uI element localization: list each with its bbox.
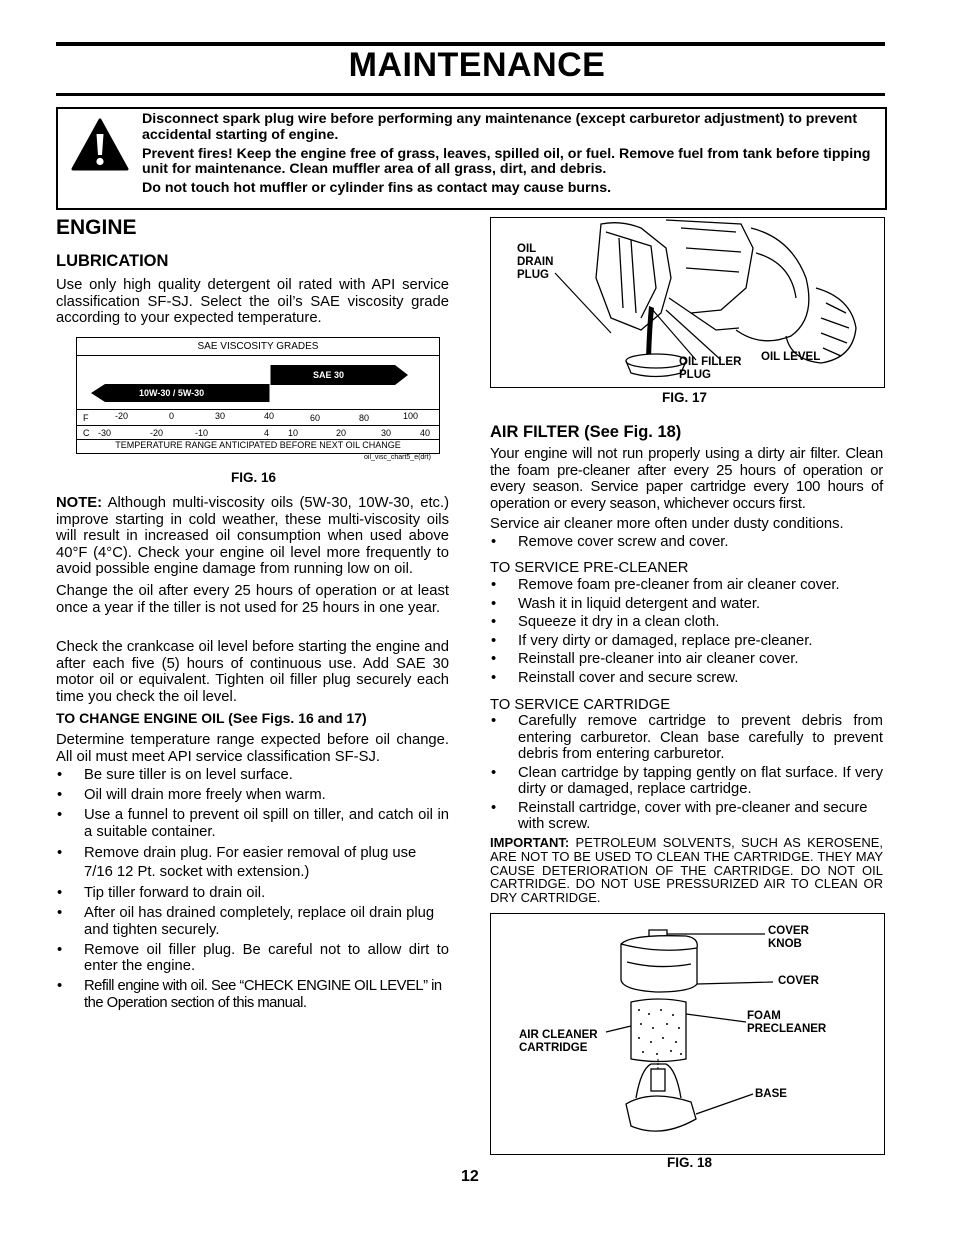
- check-oil-text: Check the crankcase oil level before starting the engine and after each five (5) hours of continuous use. Add SAE 30 motor oil or equivalent. Tighten oil filler plug securely each time you check the oil level.: [56, 639, 449, 705]
- c-tick: 20: [336, 428, 347, 438]
- list-item: • Oil will drain more freely when warm.: [56, 787, 449, 804]
- f-tick: 80: [359, 413, 370, 423]
- list-item: • If very dirty or damaged, replace pre-cleaner.: [490, 633, 883, 650]
- f-tick: 0: [169, 411, 175, 421]
- c-tick: 4: [264, 428, 270, 438]
- list-item: • Be sure tiller is on level surface.: [56, 767, 449, 784]
- f-tick: -20: [115, 411, 129, 421]
- viscosity-bars: [77, 356, 439, 411]
- important-label: IMPORTANT:: [490, 835, 570, 850]
- cartridge-steps: [490, 713, 883, 833]
- warning-line: Disconnect spark plug wire before performing any maintenance (except carburetor adjustment) to prevent accidental starting of engine.: [142, 111, 858, 143]
- label-oil-level: OIL LEVEL: [761, 351, 821, 363]
- air-filter-heading: AIR FILTER (See Fig. 18): [490, 423, 682, 441]
- warning-box: [56, 107, 887, 210]
- label-base: BASE: [755, 1088, 787, 1100]
- fig17-caption: FIG. 17: [662, 390, 708, 405]
- note-paragraph: [56, 495, 449, 578]
- f-row-label: F: [83, 413, 89, 423]
- change-oil-heading: TO CHANGE ENGINE OIL (See Figs. 16 and 17): [56, 710, 367, 726]
- f-tick: 30: [215, 411, 226, 421]
- viscosity-chart: [76, 337, 440, 454]
- page-number: 12: [461, 1168, 479, 1185]
- page-title: MAINTENANCE: [348, 46, 606, 84]
- list-item: • After oil has drained completely, replace oil drain plug and tighten securely.: [56, 905, 449, 938]
- f-tick: 40: [264, 411, 275, 421]
- warning-line: Prevent fires! Keep the engine free of grass, leaves, spilled oil, or fuel. Remove fuel from tank before tipping unit for maintenance. Clean muffler area of all grass, dirt, and debris.: [142, 145, 871, 177]
- bar-label-sae30: SAE 30: [313, 370, 345, 380]
- list-item: • Remove foam pre-cleaner from air cleaner cover.: [490, 577, 883, 594]
- c-tick: -10: [195, 428, 209, 438]
- list-item: • Remove cover screw and cover.: [490, 534, 883, 551]
- f-row-divider: [77, 409, 439, 410]
- list-item: • Reinstall cartridge, cover with pre-cleaner and secure with screw.: [490, 800, 883, 833]
- lubrication-heading: LUBRICATION: [56, 252, 169, 270]
- c-tick: -30: [98, 428, 112, 438]
- oil-pan: [626, 354, 686, 368]
- fig18-box: [490, 913, 885, 1155]
- important-text: PETROLEUM SOLVENTS, SUCH AS KEROSENE, ARE NOT TO BE USED TO CLEAN THE CARTRIDGE. THEY MAY CAUSE DETERIORATION OF THE CARTRIDGE. DO NOT OIL CARTRIDGE. DO NOT USE PRESSURIZED AIR TO CLEAN OR DRY CARTRIDGE.: [490, 835, 883, 906]
- list-item: • Carefully remove cartridge to prevent debris from entering carburetor. Clean base carefully to prevent debris from entering carburetor.: [490, 713, 883, 763]
- label-air-cleaner-cartridge: AIR CLEANER CARTRIDGE: [519, 1029, 598, 1054]
- remove-cover-list: [490, 534, 883, 551]
- list-item: • Reinstall pre-cleaner into air cleaner cover.: [490, 651, 883, 668]
- c-row-label: C: [83, 428, 90, 438]
- list-item: • Reinstall cover and secure screw.: [490, 670, 883, 687]
- engine-heading: ENGINE: [56, 216, 137, 239]
- warning-triangle-icon: [70, 116, 130, 172]
- list-item: • Remove drain plug. For easier removal of plug use 7/16 12 Pt. socket with extension.): [56, 844, 449, 882]
- dusty-conditions-text: Service air cleaner more often under dusty conditions.: [490, 516, 844, 532]
- oil-stream: [646, 306, 654, 358]
- c-tick: -20: [150, 428, 164, 438]
- lubrication-text: Use only high quality detergent oil rated with API service classification SF-SJ. Select the oil’s SAE viscosity grade according to your expected temperature.: [56, 277, 449, 326]
- list-item: • Use a funnel to prevent oil spill on tiller, and catch oil in a suitable container.: [56, 807, 449, 840]
- title-underline: [56, 93, 885, 96]
- warning-text: [142, 112, 877, 200]
- c-tick: 40: [420, 428, 431, 438]
- fig18-caption: FIG. 18: [667, 1155, 713, 1170]
- label-cover-knob: COVER KNOB: [768, 925, 809, 950]
- label-oil-filler-plug: OIL FILLER PLUG: [679, 356, 742, 381]
- label-oil-drain-plug: OIL DRAIN PLUG: [517, 243, 554, 281]
- list-item: • Clean cartridge by tapping gently on flat surface. If very dirty or damaged, replace cartridge.: [490, 765, 883, 798]
- label-foam-precleaner: FOAM PRECLEANER: [747, 1010, 827, 1035]
- list-item: • Tip tiller forward to drain oil.: [56, 885, 449, 902]
- note-text: Although multi-viscosity oils (5W-30, 10W-30, etc.) improve starting in cold weather, these multi-viscosity oils will result in increased oil consumption when used above 40°F (4°C). Check your engine oil level more frequently to avoid possible engine damage from running low on oil.: [56, 495, 449, 577]
- chart-source-code: oil_visc_chart5_e(drt): [364, 454, 431, 461]
- c-tick: 10: [288, 428, 299, 438]
- c-tick: 30: [381, 428, 392, 438]
- note-label: NOTE:: [56, 495, 103, 511]
- oil-change-steps: [56, 767, 449, 1011]
- important-notice: [490, 836, 883, 905]
- air-filter-intro: Your engine will not run properly using a dirty air filter. Clean the foam pre-cleaner after every 25 hours of operation or every season. Service paper cartridge every 100 hours of operation or every season, whichever occurs first.: [490, 446, 883, 512]
- list-item: • Remove oil filler plug. Be careful not to allow dirt to enter the engine.: [56, 942, 449, 975]
- list-item: • Wash it in liquid detergent and water.: [490, 596, 883, 613]
- list-item: • Squeeze it dry in a clean cloth.: [490, 614, 883, 631]
- list-item: • Refill engine with oil. See “CHECK ENGINE OIL LEVEL” in the Operation section of this manual.: [56, 978, 449, 1011]
- label-cover: COVER: [778, 975, 819, 987]
- warning-line: Do not touch hot muffler or cylinder fins as contact may cause burns.: [142, 180, 612, 196]
- precleaner-heading: TO SERVICE PRE-CLEANER: [490, 560, 689, 576]
- fig16-caption: FIG. 16: [231, 470, 277, 485]
- chart-title: SAE VISCOSITY GRADES: [197, 341, 319, 352]
- precleaner-steps: [490, 577, 883, 686]
- change-oil-text: Change the oil after every 25 hours of operation or at least once a year if the tiller is not used for 25 hours in one year.: [56, 583, 449, 616]
- bar-label-10w30: 10W-30 / 5W-30: [139, 388, 205, 398]
- f-tick: 100: [403, 411, 419, 421]
- c-row-divider: [77, 425, 439, 426]
- fig17-box: [490, 217, 885, 388]
- chart-xlabel: TEMPERATURE RANGE ANTICIPATED BEFORE NEXT OIL CHANGE: [115, 440, 401, 450]
- f-tick: 60: [310, 413, 321, 423]
- cartridge-heading: TO SERVICE CARTRIDGE: [490, 697, 671, 713]
- determine-text: Determine temperature range expected before oil change. All oil must meet API service classification SF-SJ.: [56, 732, 449, 765]
